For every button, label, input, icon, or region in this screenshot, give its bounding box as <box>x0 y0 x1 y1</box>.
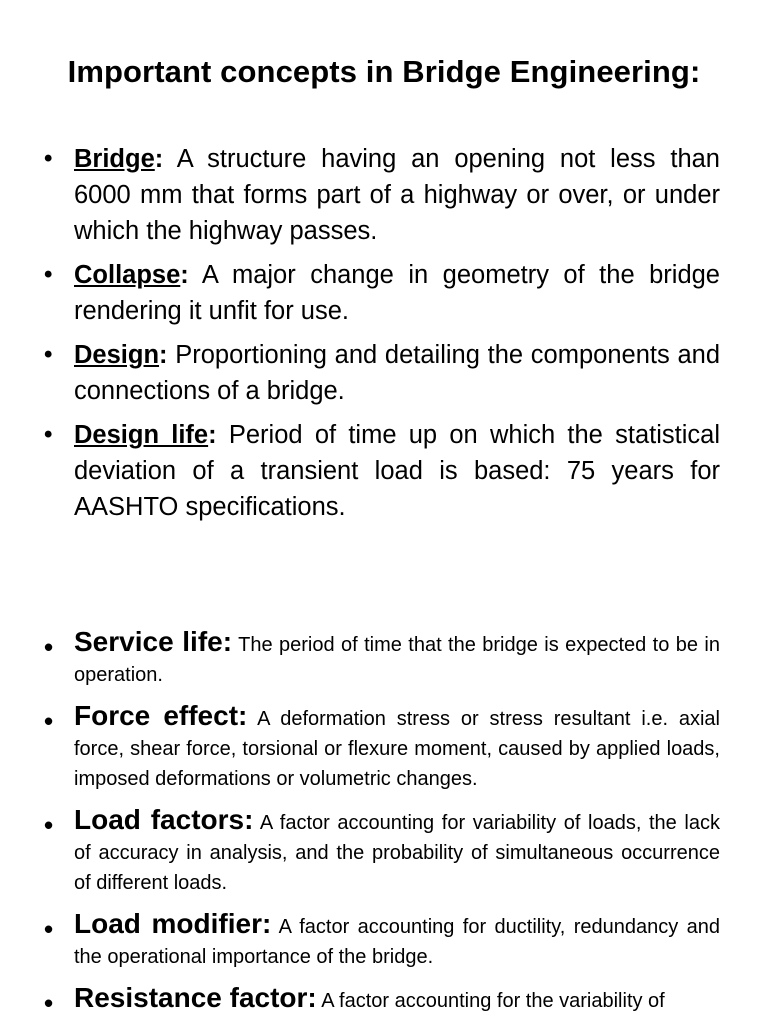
term-definition: A factor accounting for ductility, redundancy and the operational importance of the bridge. <box>74 916 720 968</box>
bullet-icon: • <box>44 341 53 368</box>
term-colon: : <box>154 145 164 173</box>
bullet-icon: • <box>44 810 54 840</box>
list-item <box>44 257 720 329</box>
term-colon: : <box>159 341 168 369</box>
list-item <box>44 337 720 409</box>
list-item <box>44 805 720 898</box>
bullet-icon: • <box>44 261 53 288</box>
term-label: Service life: <box>74 626 233 657</box>
definition-list-secondary <box>44 627 720 1024</box>
list-item <box>44 141 720 249</box>
term-definition: Period of time up on which the statistical deviation of a transient load is based: 75 years for AASHTO specifications. <box>74 421 720 521</box>
term-definition: A factor accounting for variability of loads, the lack of accuracy in analysis, and the probability of simultaneous occurrence of different loads. <box>74 812 720 894</box>
definition-list-primary <box>44 141 720 533</box>
term-label: Design <box>74 341 160 369</box>
bullet-icon: • <box>44 706 54 736</box>
term-label: Bridge <box>74 145 155 173</box>
bullet-icon: • <box>44 421 53 448</box>
bullet-icon: • <box>44 145 53 172</box>
term-definition: A factor accounting for the variability of <box>316 990 665 1012</box>
bullet-icon: • <box>44 988 54 1018</box>
term-colon: : <box>208 421 217 449</box>
term-definition: A structure having an opening not less than 6000 mm that forms part of a highway or over, or under which the highway passes. <box>74 145 720 245</box>
term-definition: A deformation stress or stress resultant i.e. axial force, shear force, torsional or flexure moment, caused by applied loads, imposed deformations or volumetric changes. <box>74 708 721 790</box>
term-label: Collapse <box>74 261 181 289</box>
term-label: Load modifier: <box>74 908 272 939</box>
list-item <box>44 627 720 690</box>
list-item <box>44 701 720 794</box>
list-item <box>44 909 720 972</box>
term-label: Force effect: <box>74 700 248 731</box>
list-item <box>44 983 720 1016</box>
term-label: Design life <box>74 421 209 449</box>
list-item <box>44 417 720 525</box>
term-label: Resistance factor: <box>74 982 317 1013</box>
term-colon: : <box>180 261 189 289</box>
term-definition: Proportioning and detailing the components and connections of a bridge. <box>74 341 720 405</box>
page-title: Important concepts in Bridge Engineering: <box>67 54 701 89</box>
bullet-icon: • <box>44 914 54 944</box>
bullet-icon: • <box>44 632 54 662</box>
term-definition: A major change in geometry of the bridge rendering it unfit for use. <box>74 261 720 325</box>
term-label: Load factors: <box>74 804 254 835</box>
term-definition: The period of time that the bridge is expected to be in operation. <box>74 634 720 686</box>
